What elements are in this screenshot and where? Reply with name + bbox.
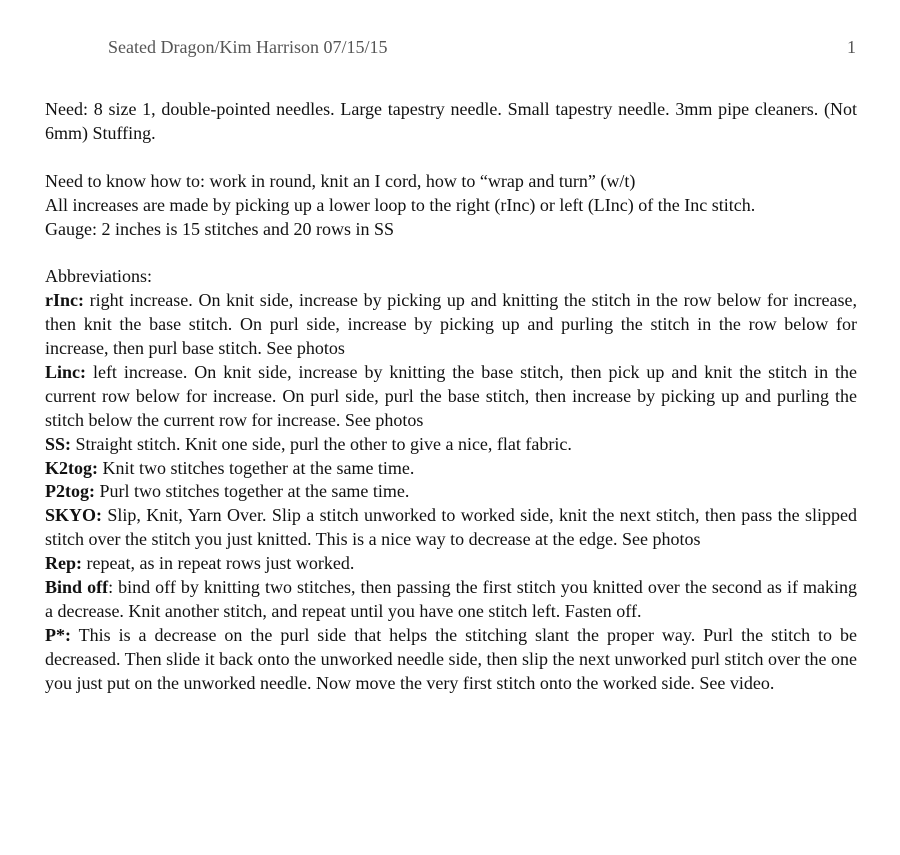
header-title: Seated Dragon/Kim Harrison 07/15/15 bbox=[108, 37, 388, 57]
document-body bbox=[45, 98, 857, 696]
abbreviation-term: P*: bbox=[45, 624, 71, 645]
abbreviation-p2tog bbox=[45, 480, 857, 504]
abbreviation-k2tog bbox=[45, 457, 857, 481]
materials-paragraph: Need: 8 size 1, double-pointed needles. Large tapestry needle. Small tapestry needle. 3mm pipe cleaners. (Not 6mm) Stuffing. bbox=[45, 99, 857, 143]
abbreviation-p-star bbox=[45, 624, 857, 696]
abbreviation-term: SS: bbox=[45, 433, 72, 454]
paragraph-spacer bbox=[45, 146, 857, 170]
abbreviation-term: Rep: bbox=[45, 553, 82, 574]
abbreviation-definition: Knit two stitches together at the same time. bbox=[98, 457, 415, 478]
abbreviation-ss bbox=[45, 433, 857, 457]
abbreviation-definition: repeat, as in repeat rows just worked. bbox=[82, 553, 355, 574]
page-header bbox=[108, 35, 856, 59]
skills-line: Need to know how to: work in round, knit an I cord, how to “wrap and turn” (w/t) bbox=[45, 170, 636, 191]
abbreviations-heading: Abbreviations: bbox=[45, 266, 152, 287]
gauge-line: Gauge: 2 inches is 15 stitches and 20 rows in SS bbox=[45, 218, 394, 239]
abbreviation-definition: left increase. On knit side, increase by knitting the base stitch, then pick up and knit the stitch in the current row below for increase. On purl side, purl the base stitch, then increase by picking up and purling the stitch below the current row for increase. See photos bbox=[45, 361, 857, 430]
abbreviation-term: SKYO: bbox=[45, 505, 103, 526]
abbreviation-rep bbox=[45, 552, 857, 576]
abbreviation-definition: : bind off by knitting two stitches, then passing the first stitch you knitted over the second as if making a decrease. Knit another stitch, and repeat until you have one stitch left. Fasten off. bbox=[45, 577, 857, 621]
abbreviation-term: Linc: bbox=[45, 361, 87, 382]
abbreviation-definition: right increase. On knit side, increase by picking up and knitting the stitch in the row below for increase, then knit the base stitch. On purl side, increase by picking up and purling the stitch in the row below for increase, then purl base stitch. See photos bbox=[45, 290, 857, 359]
paragraph-spacer bbox=[45, 241, 857, 265]
abbreviation-definition: Slip, Knit, Yarn Over. Slip a stitch unworked to worked side, knit the next stitch, then pass the slipped stitch over the stitch you just knitted. This is a nice way to decrease at the edge. See photos bbox=[45, 505, 857, 550]
abbreviation-definition: Straight stitch. Knit one side, purl the other to give a nice, flat fabric. bbox=[71, 433, 572, 454]
abbreviation-skyo bbox=[45, 504, 857, 552]
abbreviation-bind-off bbox=[45, 576, 857, 624]
abbreviation-definition: This is a decrease on the purl side that helps the stitching slant the proper way. Purl the stitch to be decreased. Then slide it back onto the unworked needle side, then slip the next unworked purl stitch over the one you just put on the unworked needle. Now move the very first stitch onto the worked side. See video. bbox=[45, 624, 857, 693]
abbreviation-rinc bbox=[45, 289, 857, 361]
abbreviation-term: K2tog: bbox=[45, 457, 98, 478]
abbreviation-term: rInc: bbox=[45, 290, 84, 311]
increases-note: All increases are made by picking up a lower loop to the right (rInc) or left (LInc) of the Inc stitch. bbox=[45, 194, 756, 215]
abbreviation-term: P2tog: bbox=[45, 481, 95, 502]
abbreviation-linc bbox=[45, 361, 857, 433]
abbreviation-term: Bind off bbox=[45, 577, 109, 598]
abbreviation-definition: Purl two stitches together at the same time. bbox=[94, 481, 410, 502]
page-number: 1 bbox=[847, 37, 856, 57]
